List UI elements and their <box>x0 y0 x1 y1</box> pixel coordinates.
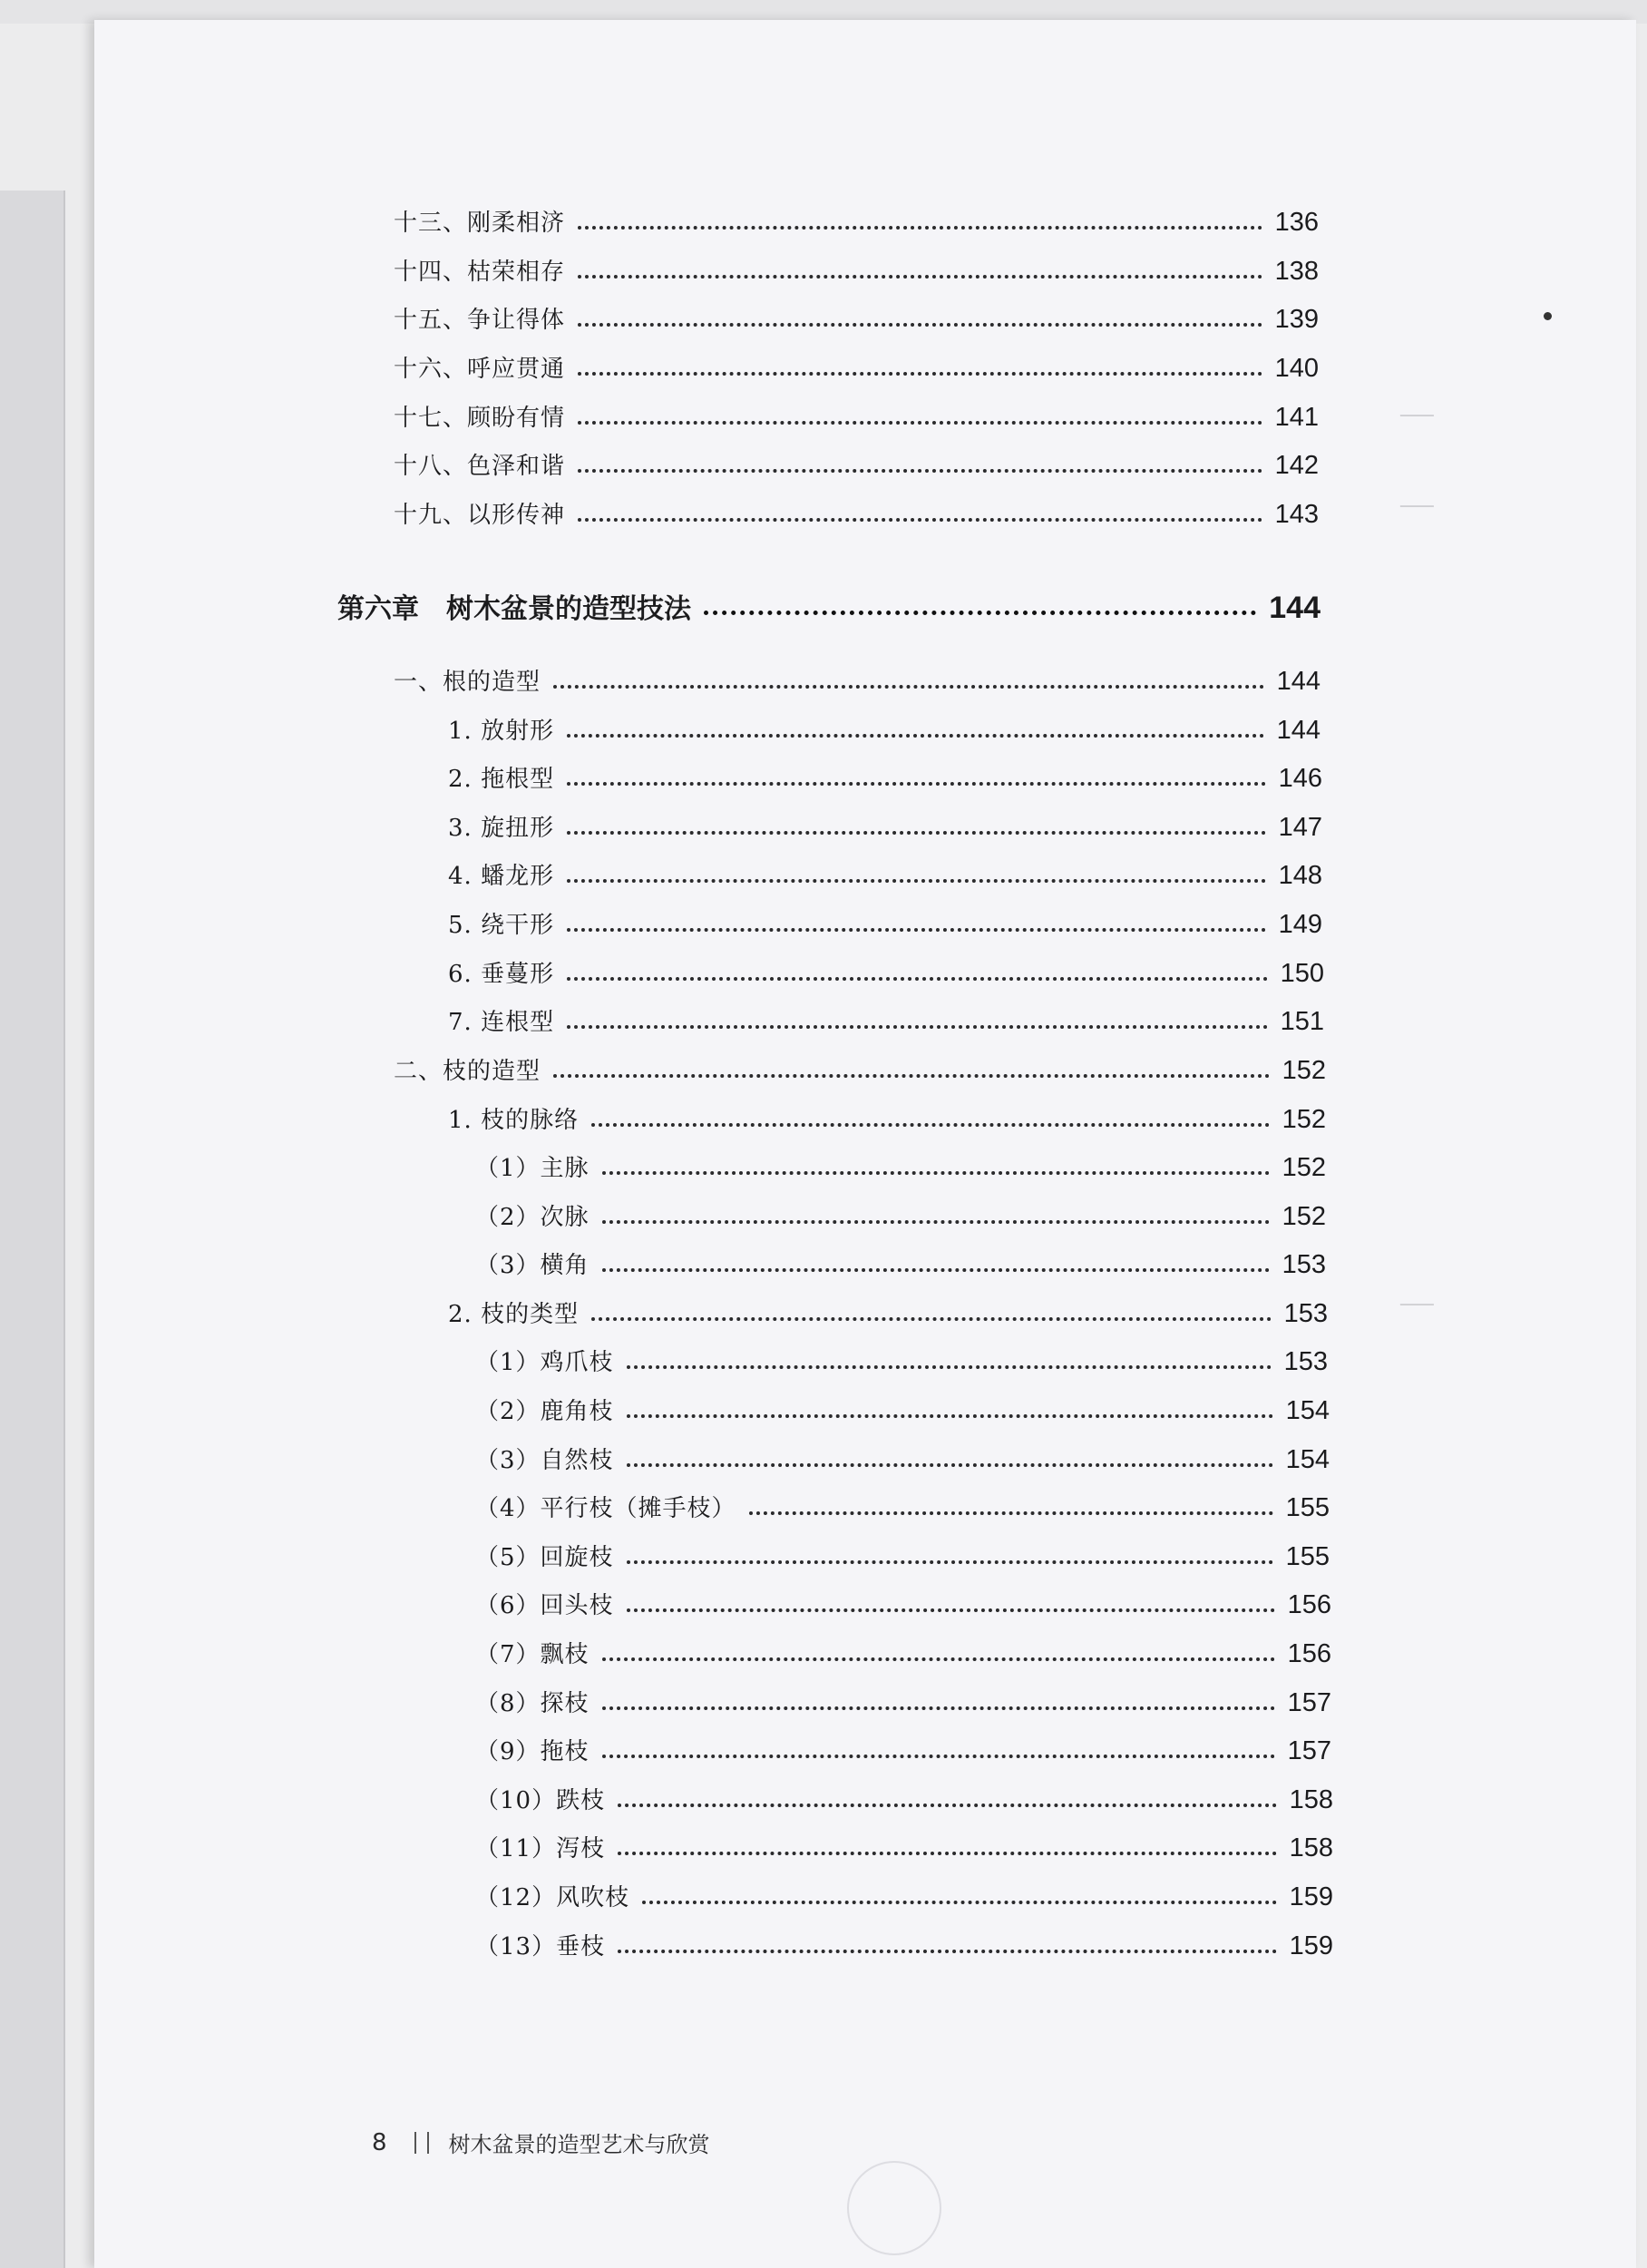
toc-entry[interactable] <box>448 709 1321 746</box>
toc-chapter-page: 144 <box>1269 591 1321 625</box>
toc-entry[interactable] <box>475 1730 1331 1766</box>
toc-entry-title: （3）自然枝 <box>475 1447 614 1474</box>
toc-entry-page: 140 <box>1274 354 1319 383</box>
dot-leader <box>618 1950 1277 1953</box>
toc-entry-page: 155 <box>1285 1493 1330 1522</box>
toc-entry-page: 153 <box>1283 1299 1328 1328</box>
toc-entry[interactable] <box>394 1050 1326 1086</box>
toc-entry[interactable] <box>475 1584 1331 1620</box>
toc-entry-title: 6. 垂蔓形 <box>448 961 555 988</box>
toc-entry-title: 2. 拖根型 <box>448 766 555 793</box>
toc-entry-title: 5. 绕干形 <box>448 912 555 939</box>
dot-leader <box>578 323 1262 327</box>
toc-entry-page: 157 <box>1287 1736 1331 1765</box>
toc-entry-title: 十九、以形传神 <box>394 502 566 529</box>
dot-leader <box>567 977 1268 981</box>
toc-entry[interactable] <box>394 396 1319 433</box>
toc-entry-title: （13）垂枝 <box>475 1933 606 1960</box>
dot-leader <box>578 226 1262 230</box>
watermark-seal <box>847 2161 941 2255</box>
toc-entry-title: 十五、争让得体 <box>394 307 566 334</box>
dot-leader <box>567 928 1266 932</box>
toc-entry-page: 152 <box>1282 1153 1326 1182</box>
toc-entry-title: 二、枝的造型 <box>394 1058 541 1085</box>
dot-leader <box>578 421 1262 425</box>
toc-entry[interactable] <box>448 807 1322 843</box>
toc-entry[interactable] <box>448 904 1322 940</box>
toc-entry[interactable] <box>448 855 1322 891</box>
toc-entry-title: （12）风吹枝 <box>475 1884 630 1911</box>
toc-entry-page: 136 <box>1274 208 1319 237</box>
toc-entry-title: （8）探枝 <box>475 1690 590 1717</box>
toc-entry[interactable] <box>475 1925 1333 1961</box>
toc-entry-title: 1. 放射形 <box>448 718 555 745</box>
toc-entry-page: 150 <box>1280 959 1324 988</box>
dot-leader <box>602 1268 1270 1272</box>
toc-entry-title: 十八、色泽和谐 <box>394 453 566 480</box>
table-of-contents <box>94 20 1636 2268</box>
dot-leader <box>642 1901 1277 1904</box>
dot-leader <box>578 518 1262 522</box>
toc-entry[interactable] <box>475 1390 1330 1426</box>
dot-leader <box>578 275 1262 279</box>
toc-entry-title: （11）泻枝 <box>475 1835 606 1862</box>
dot-leader <box>567 879 1266 883</box>
toc-entry-title: 3. 旋扭形 <box>448 815 555 842</box>
dot-leader <box>591 1317 1272 1321</box>
toc-entry[interactable] <box>394 201 1319 238</box>
dot-leader <box>627 1463 1273 1467</box>
dot-leader <box>567 734 1264 738</box>
footer-separator <box>414 2132 429 2154</box>
toc-entry-page: 142 <box>1274 451 1319 480</box>
dot-leader <box>618 1804 1277 1807</box>
toc-entry[interactable] <box>394 445 1319 481</box>
dot-leader <box>567 831 1266 835</box>
dot-leader <box>602 1706 1275 1710</box>
show-through-mark: ── <box>1400 1290 1434 1317</box>
toc-entry[interactable] <box>475 1487 1330 1523</box>
toc-chapter-title: 第六章 树木盆景的造型技法 <box>337 593 691 625</box>
toc-entry[interactable] <box>475 1876 1333 1912</box>
dot-leader <box>704 611 1256 615</box>
toc-entry-title: （9）拖枝 <box>475 1738 590 1765</box>
show-through-mark: ── <box>1400 492 1434 519</box>
toc-entry-title: 2. 枝的类型 <box>448 1301 580 1328</box>
toc-entry[interactable] <box>475 1341 1328 1377</box>
toc-entry-title: 7. 连根型 <box>448 1009 555 1036</box>
toc-entry-page: 141 <box>1274 403 1319 432</box>
toc-entry-page: 139 <box>1274 305 1319 334</box>
toc-entry[interactable] <box>475 1633 1331 1669</box>
dot-leader <box>627 1365 1272 1369</box>
toc-entry-title: 1. 枝的脉络 <box>448 1107 580 1134</box>
toc-entry-title: 4. 蟠龙形 <box>448 863 555 890</box>
toc-entry-title: （1）鸡爪枝 <box>475 1349 614 1376</box>
dot-leader <box>627 1608 1275 1612</box>
dot-leader <box>627 1414 1273 1418</box>
page-number: 8 <box>372 2128 387 2156</box>
book-page <box>94 20 1636 2268</box>
toc-chapter-entry[interactable] <box>337 582 1321 626</box>
toc-entry-page: 152 <box>1282 1202 1326 1231</box>
toc-entry-title: （7）飘枝 <box>475 1641 590 1668</box>
toc-entry-page: 143 <box>1274 500 1319 529</box>
page-footer <box>372 2126 710 2158</box>
dot-leader <box>578 469 1262 473</box>
toc-entry[interactable] <box>475 1244 1326 1280</box>
toc-entry-title: 十七、顾盼有情 <box>394 405 566 432</box>
dot-leader <box>567 1025 1268 1029</box>
toc-entry-title: 一、根的造型 <box>394 669 541 696</box>
toc-entry-page: 159 <box>1289 1882 1333 1911</box>
toc-entry-page: 156 <box>1287 1590 1331 1619</box>
toc-entry-page: 147 <box>1278 813 1322 842</box>
toc-entry-page: 157 <box>1287 1688 1331 1717</box>
toc-entry[interactable] <box>394 660 1321 697</box>
toc-entry-page: 154 <box>1285 1396 1330 1425</box>
dot-leader <box>602 1171 1270 1175</box>
toc-entry-page: 155 <box>1285 1542 1330 1571</box>
toc-entry-page: 153 <box>1283 1347 1328 1376</box>
toc-entry-page: 158 <box>1289 1785 1333 1814</box>
toc-entry-title: （4）平行枝（摊手枝） <box>475 1495 736 1522</box>
toc-entry[interactable] <box>448 1099 1326 1135</box>
toc-entry[interactable] <box>394 347 1319 384</box>
toc-entry-page: 154 <box>1285 1445 1330 1474</box>
toc-entry-page: 152 <box>1282 1105 1326 1134</box>
toc-entry-page: 152 <box>1282 1056 1326 1085</box>
toc-entry-page: 153 <box>1282 1250 1326 1279</box>
dot-leader <box>618 1852 1277 1855</box>
toc-entry[interactable] <box>394 298 1319 335</box>
toc-entry-title: （6）回头枝 <box>475 1592 614 1619</box>
toc-entry-page: 149 <box>1278 910 1322 939</box>
toc-entry[interactable] <box>475 1779 1333 1815</box>
toc-entry[interactable] <box>448 953 1324 989</box>
dot-leader <box>602 1220 1270 1224</box>
toc-entry[interactable] <box>475 1536 1330 1572</box>
toc-entry[interactable] <box>475 1196 1326 1232</box>
toc-entry[interactable] <box>448 1293 1328 1329</box>
dot-leader <box>749 1511 1273 1515</box>
toc-entry-title: 十三、刚柔相济 <box>394 210 566 237</box>
toc-entry[interactable] <box>448 1001 1324 1037</box>
dot-leader <box>602 1755 1275 1758</box>
show-through-mark: ── <box>1400 401 1434 428</box>
toc-entry-page: 144 <box>1276 667 1321 696</box>
dot-leader <box>567 782 1266 786</box>
dot-leader <box>627 1560 1273 1564</box>
toc-entry-title: （5）回旋枝 <box>475 1544 614 1571</box>
toc-entry-page: 159 <box>1289 1931 1333 1960</box>
toc-entry-page: 146 <box>1278 764 1322 793</box>
toc-entry-page: 156 <box>1287 1639 1331 1668</box>
toc-entry-page: 151 <box>1280 1007 1324 1036</box>
running-book-title: 树木盆景的造型艺术与欣赏 <box>448 2132 710 2157</box>
book-edge-left <box>0 191 65 2268</box>
toc-entry[interactable] <box>394 250 1319 287</box>
dot-leader <box>578 372 1262 376</box>
dot-leader <box>553 685 1264 689</box>
toc-entry[interactable] <box>475 1827 1333 1863</box>
toc-entry-title: 十六、呼应贯通 <box>394 356 566 383</box>
toc-entry-page: 144 <box>1276 716 1321 745</box>
dot-leader <box>602 1657 1275 1661</box>
toc-entry-title: 十四、枯荣相存 <box>394 259 566 286</box>
toc-entry-title: （2）鹿角枝 <box>475 1398 614 1425</box>
toc-entry[interactable] <box>475 1439 1330 1475</box>
toc-entry[interactable] <box>475 1682 1331 1718</box>
dot-leader <box>591 1123 1270 1127</box>
toc-entry-page: 148 <box>1278 861 1322 890</box>
toc-entry-page: 158 <box>1289 1833 1333 1862</box>
toc-entry-title: （1）主脉 <box>475 1155 590 1182</box>
toc-entry-page: 138 <box>1274 257 1319 286</box>
toc-entry[interactable] <box>448 758 1322 794</box>
dot-leader <box>553 1074 1270 1078</box>
toc-entry[interactable] <box>475 1147 1326 1183</box>
toc-entry-title: （10）跌枝 <box>475 1787 606 1814</box>
toc-entry[interactable] <box>394 494 1319 530</box>
toc-entry-title: （2）次脉 <box>475 1204 590 1231</box>
toc-entry-title: （3）横角 <box>475 1252 590 1279</box>
